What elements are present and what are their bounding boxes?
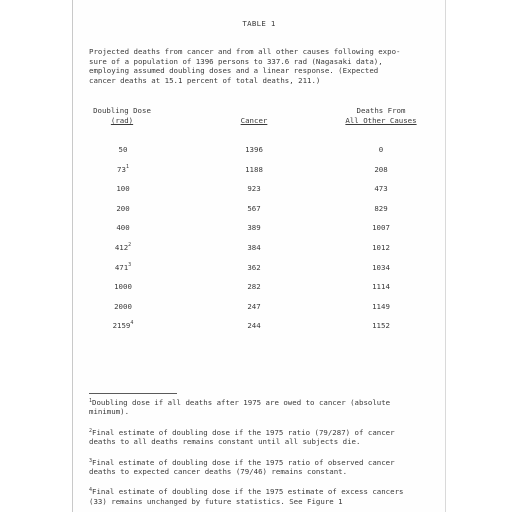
cell-other-causes: 1012 <box>372 242 390 252</box>
footnote-line: $^2$Final estimate of doubling dose if the 1975 ratio (79/287) of cancer <box>89 427 395 437</box>
cell-other-causes: 1034 <box>372 262 390 272</box>
cell-cancer: 282 <box>247 282 261 292</box>
table-row <box>73 165 445 185</box>
cell-cancer: 362 <box>247 262 261 272</box>
header-line: Doubling Dose <box>93 106 151 115</box>
footnote <box>89 428 439 447</box>
header-line: Deaths From <box>356 106 406 115</box>
cell-other-causes: 0 <box>378 145 384 154</box>
footnote-line: $^4$Final estimate of doubling dose if the 1975 estimate of excess cancers <box>89 487 404 497</box>
cell-other-causes: 208 <box>374 164 388 174</box>
cell-doubling-dose: $412^2$ <box>114 241 132 252</box>
cell-doubling-dose: 2159$^4$ <box>112 320 134 331</box>
caption-line: Projected deaths from cancer and from all other causes following expo- <box>89 47 401 56</box>
table-title: TABLE 1 <box>242 19 276 28</box>
header-line: (rad) <box>110 115 134 125</box>
table-body <box>73 145 445 341</box>
cell-cancer: 1396 <box>245 145 263 154</box>
cell-cancer: 244 <box>247 321 261 331</box>
table-row <box>73 263 445 283</box>
table-row <box>73 184 445 204</box>
cell-other-causes: 829 <box>374 203 388 213</box>
table-row <box>73 204 445 224</box>
footnote-rule <box>89 393 177 394</box>
footnote <box>89 487 439 506</box>
footnote-mark: 4 <box>89 487 93 494</box>
footnote <box>89 398 439 417</box>
footnote-mark: 3 <box>89 457 93 464</box>
document-page <box>72 0 446 512</box>
caption-line: sure of a population of 1396 persons to 337.6 rad (Nagasaki data), <box>89 56 383 66</box>
footnote-line: minimum). <box>89 407 130 417</box>
footnote-line: deaths to expected cancer deaths (79/46) remains constant. <box>89 467 348 477</box>
table-row <box>73 321 445 341</box>
cell-other-causes: 473 <box>374 184 388 194</box>
cell-doubling-dose: 50 <box>118 145 128 154</box>
cell-other-causes: 1114 <box>372 282 390 292</box>
footnote-line: deaths to all deaths remains constant until all subjects die. <box>89 437 361 447</box>
table-row <box>73 282 445 302</box>
column-header-doubling-dose <box>85 106 159 125</box>
table-row <box>73 243 445 263</box>
cell-cancer: 567 <box>247 203 261 213</box>
footnote-ref: 3 <box>128 261 132 268</box>
cell-cancer: 389 <box>247 223 261 233</box>
cell-doubling-dose: $471^3$ <box>114 261 132 272</box>
cell-doubling-dose: 400 <box>116 223 130 233</box>
footnote-line: (33) remains unchanged by future statistics. See Figure 1 <box>89 496 343 506</box>
footnote-line: $^3$Final estimate of doubling dose if the 1975 ratio of observed cancer <box>89 457 395 467</box>
column-header-other-causes <box>333 106 429 125</box>
footnote-ref: 4 <box>130 320 134 327</box>
table-row <box>73 223 445 243</box>
cell-cancer: 923 <box>247 184 261 194</box>
cell-cancer: 384 <box>247 242 261 252</box>
table-caption <box>89 47 437 85</box>
cell-doubling-dose: 2000 <box>114 301 132 311</box>
cell-other-causes: 1149 <box>372 301 390 311</box>
footnote <box>89 458 439 477</box>
cell-doubling-dose: 1000 <box>114 282 132 292</box>
cell-cancer: 247 <box>247 301 261 311</box>
caption-line: employing assumed doubling doses and a linear response. (Expected <box>89 66 379 76</box>
caption-line: cancer deaths at 15.1 percent of total deaths, 211.) <box>89 75 321 85</box>
footnote-mark: 2 <box>89 427 93 434</box>
footnote-mark: 1 <box>89 398 93 404</box>
cell-cancer: 1188 <box>245 164 263 174</box>
cell-doubling-dose: $73^1$ <box>117 163 129 174</box>
cell-other-causes: 1007 <box>372 223 390 233</box>
header-line: Cancer <box>240 116 268 125</box>
table-row <box>73 302 445 322</box>
column-header-cancer <box>223 116 285 126</box>
header-line: All Other Causes <box>345 115 417 125</box>
table-row <box>73 145 445 165</box>
footnote-ref: 1 <box>125 163 129 170</box>
footnotes <box>89 398 439 517</box>
footnote-ref: 2 <box>128 241 132 248</box>
footnote-line: $^1$Doubling dose if all deaths after 1975 are owed to cancer (absolute <box>89 398 391 407</box>
cell-doubling-dose: 100 <box>116 184 130 194</box>
cell-doubling-dose: 200 <box>116 203 130 213</box>
cell-other-causes: 1152 <box>372 321 390 331</box>
